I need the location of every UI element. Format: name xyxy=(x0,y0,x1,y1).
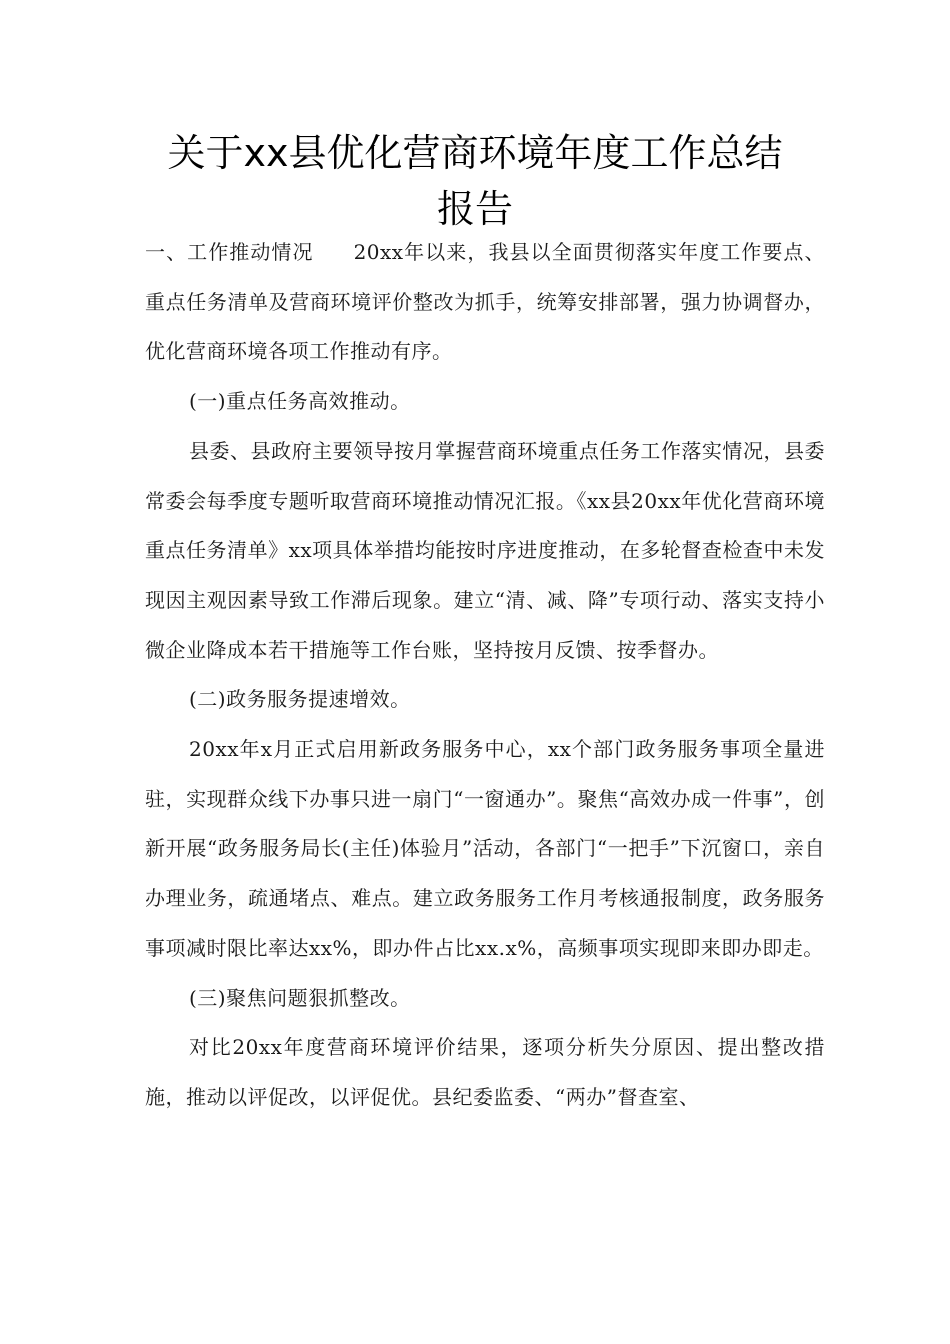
subsection-1-heading: (一)重点任务高效推动。 xyxy=(189,389,411,414)
subsection-2-heading: (二)政务服务提速增效。 xyxy=(189,687,411,712)
document-body xyxy=(145,228,825,1123)
title-line-1: 关于xx县优化营商环境年度工作总结 xyxy=(167,131,783,175)
title-line-2: 报告 xyxy=(436,187,513,231)
document-title xyxy=(120,125,830,237)
subsection-3-heading: (三)聚焦问题狠抓整改。 xyxy=(189,985,411,1010)
section-1-heading: 一、工作推动情况 xyxy=(145,240,314,264)
subsection-1-body: 县委、县政府主要领导按月掌握营商环境重点任务工作落实情况，县委常委会每季度专题听取营商环境推动情况汇报。《xx县20xx年优化营商环境重点任务清单》xx项具体举措均能按时序进度推动，在多轮督查检查中未发现因主观因素导致工作滞后现象。建立“清、减、降”专项行动、落实支持小微企业降成本若干措施等工作台账，坚持按月反馈、按季督办。 xyxy=(145,438,825,662)
subsection-3-body: 对比20xx年度营商环境评价结果，逐项分析失分原因、提出整改措施，推动以评促改，以评促优。县纪委监委、“两办”督查室、 xyxy=(145,1035,825,1109)
section-1-intro: 20xx年以来，我县以全面贯彻落实年度工作要点、重点任务清单及营商环境评价整改为抓手，统筹安排部署，强力协调督办，优化营商环境各项工作推动有序。 xyxy=(145,240,826,364)
subsection-2-body: 20xx年x月正式启用新政务服务中心，xx个部门政务服务事项全量进驻，实现群众线下办事只进一扇门“一窗通办”。聚焦“高效办成一件事”，创新开展“政务服务局长(主任)体验月”活动，各部门“一把手”下沉窗口，亲自办理业务，疏通堵点、难点。建立政务服务工作月考核通报制度，政务服务事项减时限比率达xx%，即办件占比xx.x%，高频事项实现即来即办即走。 xyxy=(145,737,825,960)
section-1-paragraph xyxy=(145,228,825,377)
